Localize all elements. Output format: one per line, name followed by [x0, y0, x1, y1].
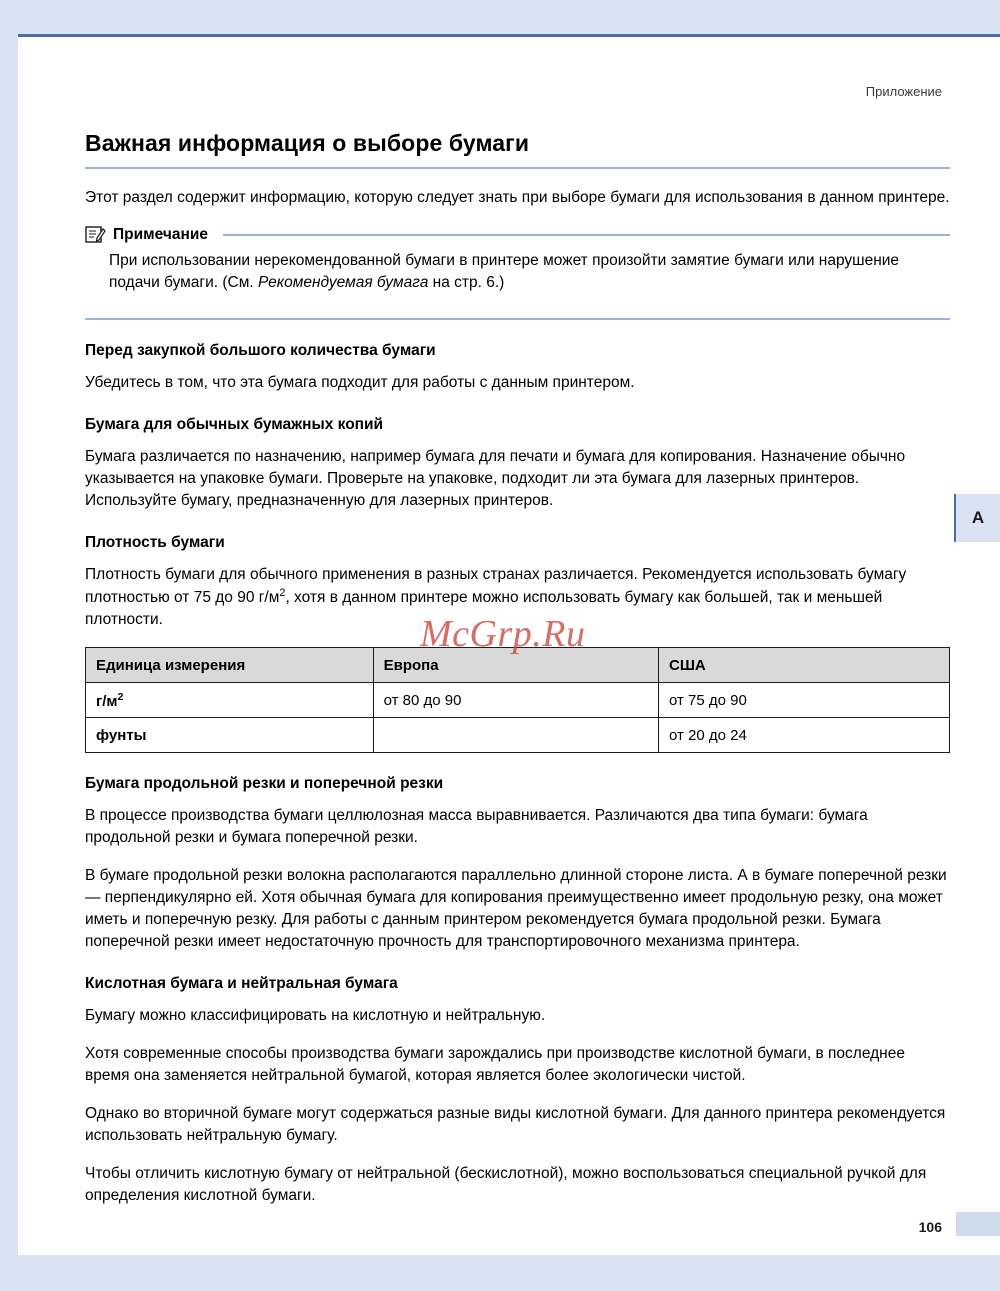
side-marker-bottom	[956, 1212, 1000, 1236]
note-bottom-divider	[85, 318, 950, 320]
section-paragraph-plain-copy-paper: Бумага различается по назначению, например бумага для печати и бумага для копирования. Назначение обычно указывается на упаковке бумаги. Проверьте на упаковке, подходит ли эта бумага для лазерных принтеров. Используйте бумагу, предназначенную для лазерных принтеров.	[85, 448, 906, 509]
section-paragraph-paper-weight	[85, 564, 950, 631]
note-body	[109, 250, 950, 304]
section-paragraph-grain-2: В бумаге продольной резки волокна располагаются параллельно длинной стороне листа. А в бумаге поперечной резки — перпендикулярно ей. Хотя обычная бумага для копирования преимущественно имеет продольную резку, она может иметь и поперечную резку. Для работы с данным принтером рекомендуется бумага продольной резки. Бумага поперечной резки имеет недостаточную прочность для транспортировочного механизма принтера.	[85, 867, 947, 951]
table-cell-europe-gsm: от 80 до 90	[373, 683, 658, 718]
running-header-title: Приложение	[865, 84, 942, 99]
table-header-usa: США	[658, 648, 949, 683]
section-heading-plain-copy-paper: Бумага для обычных бумажных копий	[85, 416, 384, 433]
paper-weight-text-part2: , хотя в данном принтере можно использовать бумагу как большей, так и меньшей плотности.	[85, 589, 883, 629]
table-body	[86, 683, 950, 753]
paper-weight-superscript: 2	[279, 587, 286, 599]
section-heading-grain-direction: Бумага продольной резки и поперечной резки	[85, 775, 444, 793]
page-number: 106	[918, 1219, 942, 1235]
section-heading-before-purchase: Перед закупкой большого количества бумаги	[85, 342, 436, 359]
table-header-europe: Европа	[373, 648, 658, 683]
unit-gsm-superscript: 2	[117, 690, 124, 703]
table-cell-unit-pounds: фунты	[86, 718, 374, 753]
note-text-after: на стр. 6.)	[428, 274, 505, 291]
note-block	[85, 225, 950, 304]
section-paragraph-grain-1: В процессе производства бумаги целлюлозная масса выравнивается. Различаются два типа бумаги: бумага продольной резки и бумага поперечной резки.	[85, 807, 868, 847]
table-header-row	[86, 648, 950, 683]
table-cell-unit-gsm	[86, 683, 374, 718]
title-divider	[85, 167, 950, 169]
header-rule	[18, 34, 1000, 37]
section-heading-acid-neutral: Кислотная бумага и нейтральная бумага	[85, 975, 398, 993]
section-paragraph-acid-3: Однако во вторичной бумаге могут содержаться разные виды кислотной бумаги. Для данного принтера рекомендуется использовать нейтральную бумагу.	[85, 1105, 946, 1145]
table-cell-europe-pounds	[373, 718, 658, 753]
table-row	[86, 718, 950, 753]
table-header-unit: Единица измерения	[86, 648, 374, 683]
note-header	[85, 225, 950, 244]
page-title: Важная информация о выборе бумаги	[85, 130, 530, 156]
table-row	[86, 683, 950, 718]
header-band	[18, 0, 1000, 34]
note-pencil-icon	[85, 225, 106, 244]
section-paragraph-acid-2: Хотя современные способы производства бумаги зарождались при производстве кислотной бумаги, в последнее время она заменяется нейтральной бумагой, которая является более экологически чистой.	[85, 1045, 905, 1085]
note-reference-title: Рекомендуемая бумага	[257, 274, 429, 291]
section-paragraph-before-purchase: Убедитесь в том, что эта бумага подходит для работы с данным принтером.	[85, 374, 635, 391]
note-text-before: При использовании нерекомендованной бумаги в принтере может произойти замятие бумаги или нарушение подачи бумаги. (См.	[109, 252, 900, 291]
unit-gsm-label: г/м	[96, 692, 118, 710]
table-cell-usa-gsm: от 75 до 90	[658, 683, 949, 718]
page-content	[85, 130, 950, 1223]
note-title: Примечание	[113, 225, 208, 243]
paper-weight-text-part1: Плотность бумаги для обычного применения в разных странах различается. Рекомендуется использовать бумагу плотностью от 75 до 90 г/м	[85, 566, 907, 607]
intro-paragraph: Этот раздел содержит информацию, которую следует знать при выборе бумаги для использования в данном принтере.	[85, 189, 950, 206]
paper-weight-table	[85, 647, 950, 753]
note-header-rule	[223, 234, 950, 236]
section-paragraph-acid-1: Бумагу можно классифицировать на кислотную и нейтральную.	[85, 1007, 546, 1025]
watermark-text: McGrp.Ru	[420, 613, 586, 655]
section-paragraph-acid-4: Чтобы отличить кислотную бумагу от нейтральной (бескислотной), можно воспользоваться специальной ручкой для определения кислотной бумаги.	[85, 1165, 927, 1205]
left-decorative-band	[0, 0, 18, 1291]
chapter-tab-a: A	[954, 494, 1000, 542]
table-cell-usa-pounds: от 20 до 24	[658, 718, 949, 753]
table-header-row-group	[86, 648, 950, 683]
section-heading-paper-weight: Плотность бумаги	[85, 534, 225, 551]
footer-band	[0, 1255, 1000, 1291]
